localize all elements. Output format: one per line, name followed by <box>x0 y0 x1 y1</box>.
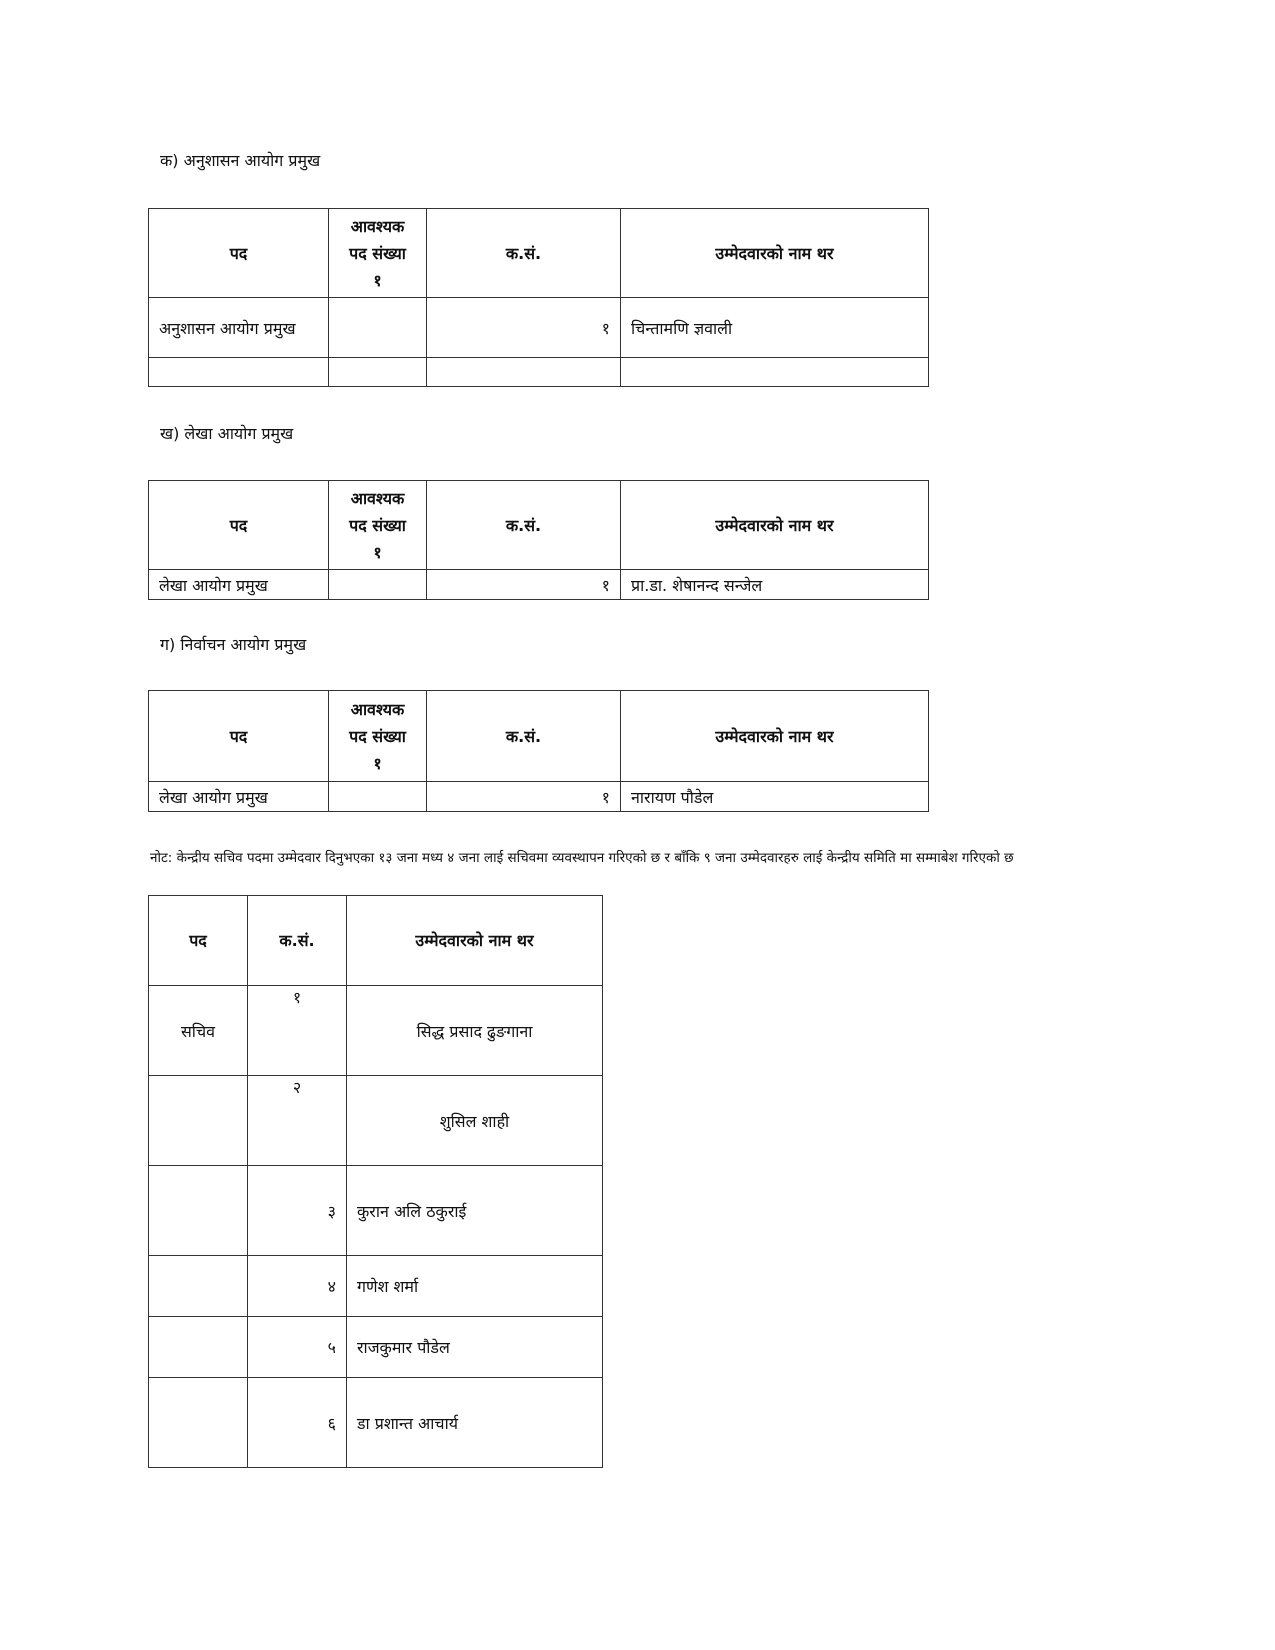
section-ga-heading: ग) निर्वाचन आयोग प्रमुख <box>160 635 307 654</box>
cell-serial: १ <box>248 986 347 1076</box>
header-serial: क.सं. <box>427 481 621 570</box>
cell-post <box>149 1256 248 1317</box>
table-header-row <box>149 209 929 298</box>
header-candidate-name: उम्मेदवारको नाम थर <box>621 691 929 782</box>
note-text: नोट: केन्द्रीय सचिव पदमा उम्मेदवार दिनुभएका १३ जना मध्य ४ जना लाई सचिवमा व्यवस्थापन गरिएको छ र बाँकि ९ जना उम्मेदवारहरु लाई केन्द्रीय समिति मा सम्माबेश गरिएको छ <box>150 850 1014 866</box>
table-header-row <box>149 691 929 782</box>
cell-name: सिद्ध प्रसाद ढुङगाना <box>347 986 603 1076</box>
header-required-count: १ <box>373 270 382 290</box>
cell-name: कुरान अलि ठकुराई <box>347 1166 603 1256</box>
cell-post <box>149 1317 248 1378</box>
cell-name: चिन्तामणि ज्ञवाली <box>621 298 929 358</box>
cell-name: शुसिल शाही <box>347 1076 603 1166</box>
cell-serial: ६ <box>248 1378 347 1468</box>
cell-required <box>329 358 427 387</box>
section-ka-table <box>148 208 929 387</box>
cell-serial: ५ <box>248 1317 347 1378</box>
table-row <box>149 1317 603 1378</box>
table-row <box>149 298 929 358</box>
section-kha-table <box>148 480 929 600</box>
cell-serial: २ <box>248 1076 347 1166</box>
cell-post: लेखा आयोग प्रमुख <box>149 570 329 600</box>
secretary-table <box>148 895 603 1468</box>
cell-post <box>149 1166 248 1256</box>
cell-post <box>149 1076 248 1166</box>
cell-name: नारायण पौडेल <box>621 782 929 812</box>
table-row <box>149 1076 603 1166</box>
header-required <box>329 691 427 782</box>
header-post: पद <box>149 481 329 570</box>
cell-name: प्रा.डा. शेषानन्द सन्जेल <box>621 570 929 600</box>
header-required-count: १ <box>373 753 382 773</box>
cell-serial: १ <box>427 782 621 812</box>
header-post: पद <box>149 896 248 986</box>
header-required-count: १ <box>373 542 382 562</box>
header-serial: क.सं. <box>427 691 621 782</box>
cell-post: अनुशासन आयोग प्रमुख <box>149 298 329 358</box>
cell-serial <box>427 358 621 387</box>
section-ka-heading: क) अनुशासन आयोग प्रमुख <box>160 151 321 170</box>
cell-serial: १ <box>427 298 621 358</box>
table-header-row <box>149 481 929 570</box>
cell-post <box>149 358 329 387</box>
header-candidate-name: उम्मेदवारको नाम थर <box>621 209 929 298</box>
table-row <box>149 1378 603 1468</box>
header-post: पद <box>149 691 329 782</box>
table-header-row <box>149 896 603 986</box>
cell-post: लेखा आयोग प्रमुख <box>149 782 329 812</box>
cell-required <box>329 782 427 812</box>
cell-serial: १ <box>427 570 621 600</box>
cell-name: डा प्रशान्त आचार्य <box>347 1378 603 1468</box>
header-required <box>329 209 427 298</box>
cell-required <box>329 298 427 358</box>
table-row <box>149 986 603 1076</box>
header-candidate-name: उम्मेदवारको नाम थर <box>621 481 929 570</box>
cell-serial: ३ <box>248 1166 347 1256</box>
header-serial: क.सं. <box>248 896 347 986</box>
cell-name: गणेश शर्मा <box>347 1256 603 1317</box>
cell-name: राजकुमार पौडेल <box>347 1317 603 1378</box>
header-required-line2: पद संख्या <box>349 726 406 746</box>
cell-post: सचिव <box>149 986 248 1076</box>
cell-required <box>329 570 427 600</box>
header-candidate-name: उम्मेदवारको नाम थर <box>347 896 603 986</box>
table-row <box>149 1256 603 1317</box>
cell-name <box>621 358 929 387</box>
section-kha-heading: ख) लेखा आयोग प्रमुख <box>160 424 294 443</box>
header-post: पद <box>149 209 329 298</box>
header-required-line2: पद संख्या <box>349 243 406 263</box>
table-row <box>149 358 929 387</box>
header-serial: क.सं. <box>427 209 621 298</box>
section-ga-table <box>148 690 929 812</box>
header-required <box>329 481 427 570</box>
header-required-line1: आवश्यक <box>350 488 405 508</box>
header-required-line1: आवश्यक <box>350 216 405 236</box>
header-required-line2: पद संख्या <box>349 515 406 535</box>
header-required-line1: आवश्यक <box>350 699 405 719</box>
table-row <box>149 570 929 600</box>
cell-post <box>149 1378 248 1468</box>
table-row <box>149 1166 603 1256</box>
cell-serial: ४ <box>248 1256 347 1317</box>
table-row <box>149 782 929 812</box>
